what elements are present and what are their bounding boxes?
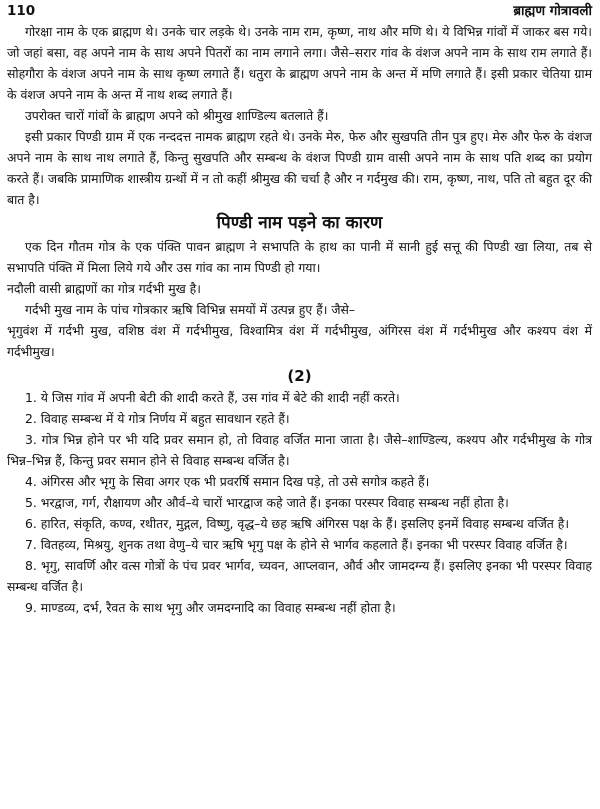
list-item: 7. वितहव्य, मिश्रयु, शुनक तथा वेणु–ये चार ऋषि भृगु पक्ष के होने से भार्गव कहलाते हैं। इनका भी परस्पर विवाह वर्जित है। [25,537,568,552]
page-number: 110 [7,3,36,19]
paragraph-shrimukh: उपरोक्त चारों गांवों के ब्राह्मण अपने को श्रीमुख शाण्डिल्य बतलाते हैं। [25,108,329,123]
list-item: 5. भरद्वाज, गर्ग, रौक्षायण और और्व–ये चारों भारद्वाज कहे जाते हैं। इनका परस्पर विवाह सम्बन्ध नहीं होता है। [25,495,509,510]
section-heading-pindi: पिण्डी नाम पड़ने का कारण [216,213,383,233]
rules-list [7,387,592,618]
paragraph-nadauli: नदौली वासी ब्राह्मणों का गोत्र गर्दभी मुख है। [7,281,201,296]
list-item: 8. भृगु, सावर्णि और वत्स गोत्रों के पंच प्रवर भार्गव, च्यवन, आप्लवान, और्व और जामदग्न्य हैं। इसलिए इनका भी परस्पर विवाह सम्बन्ध वर्जित है। [7,558,592,594]
paragraph-gautam: एक दिन गौतम गोत्र के एक पंक्ति पावन ब्राह्मण ने सभापति के हाथ का पानी में सानी हुई सत्तू की पिण्डी खा लिया, तब से सभापति पंक्ति में मिला लिये गये और उस गांव का नाम पिण्डी हो गया। [7,239,592,275]
section-heading-2: (2) [287,367,312,385]
paragraph-gardabhi-intro: गर्दभी मुख नाम के पांच गोत्रकार ऋषि विभिन्न समयों में उत्पन्न हुए हैं। जैसे– [25,302,356,317]
list-item: 6. हारित, संकृति, कण्व, रथीतर, मुद्गल, विष्णु, वृद्ध–ये छह ऋषि अंगिरस पक्ष के हैं। इसलिए इनमें विवाह सम्बन्ध वर्जित है। [25,516,570,531]
list-item: 2. विवाह सम्बन्ध में ये गोत्र निर्णय में बहुत सावधान रहते हैं। [25,411,290,426]
list-item: 4. अंगिरस और भृगु के सिवा अगर एक भी प्रवरर्षि समान दिख पड़े, तो उसे सगोत्र कहते हैं। [25,474,430,489]
list-item: 3. गोत्र भिन्न होने पर भी यदि प्रवर समान हो, तो विवाह वर्जित माना जाता है। जैसे–शाण्डिल्य, कश्यप और गर्दभीमुख के गोत्र भिन्न–भिन्न हैं, किन्तु प्रवर समान होने से विवाह सम्बन्ध वर्जित है। [7,432,592,468]
paragraph-pindi-gram: इसी प्रकार पिण्डी ग्राम में एक नन्ददत्त नामक ब्राह्मण रहते थे। उनके मेरु, फेरु और सुखपति तीन पुत्र हुए। मेरु और फेरु के वंशज अपने नाम के साथ नाथ लगाते हैं, किन्तु सुखपति और सम्बन्ध के वंशज पिण्डी ग्राम वासी अपने नाम के साथ पति शब्द का प्रयोग करते हैं। जबकि प्रामाणिक शास्त्रीय ग्रन्थों में न तो कहीं श्रीमुख की चर्चा है और न गर्दमुख की। राम, कृष्ण, नाथ, पति तो बहुत दूर की बात है। [7,129,592,207]
list-item: 9. माण्डव्य, दर्भ, रैवत के साथ भृगु और जमदग्नादि का विवाह सम्बन्ध नहीं होता है। [25,600,396,615]
running-title: ब्राह्मण गोत्रावली [513,3,592,19]
page-header [7,2,592,21]
paragraph-gorakhsha: गोरक्षा नाम के एक ब्राह्मण थे। उनके चार लड़के थे। उनके नाम राम, कृष्ण, नाथ और मणि थे। ये विभिन्न गांवों में जाकर बस गये। जो जहां बसा, वह अपने नाम के साथ अपने पितरों का नाम लगाने लगा। जैसे–सरार गांव के वंशज अपने नाम के साथ राम लगाते हैं। सोहगौरा के वंशज अपने नाम के साथ कृष्ण लगाते हैं। धतुरा के ब्राह्मण अपने नाम के अन्त में मणि लगाते हैं। इसी प्रकार चेतिया ग्राम के वंशज अपने नाम के अन्त में नाथ शब्द लगाते हैं। [7,24,592,102]
list-item: 1. ये जिस गांव में अपनी बेटी की शादी करते हैं, उस गांव में बेटे की शादी नहीं करते। [25,390,400,405]
paragraph-gardabhi-list: भृगुवंश में गर्दभी मुख, वशिष्ठ वंश में गर्दभीमुख, विश्वामित्र वंश में गर्दभीमुख, अंगिरस वंश में गर्दभीमुख और कश्यप वंश में गर्दभीमुख। [7,323,592,359]
